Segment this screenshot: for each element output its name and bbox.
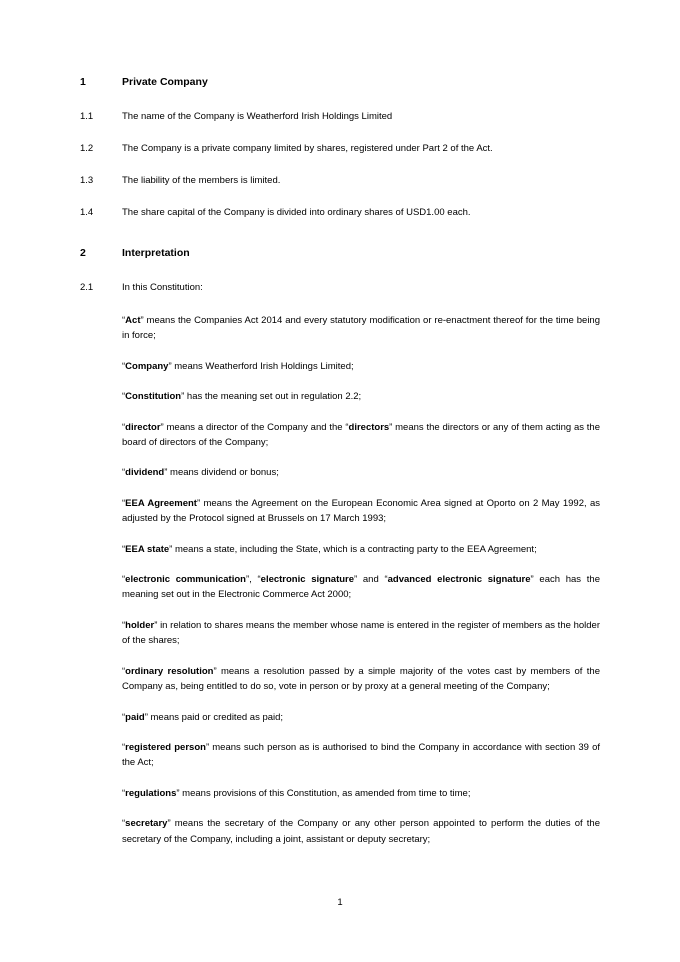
clause-1-1	[80, 109, 600, 124]
section-heading-1	[80, 75, 600, 90]
definition-constitution: “Constitution” has the meaning set out in regulation 2.2;	[122, 391, 362, 403]
definition-ordinary-resolution: “ordinary resolution” means a resolution passed by a simple majority of the votes cast by members of the Company as, being entitled to do so, vote in person or by proxy at a general meeting of the Company;	[122, 665, 600, 693]
clause-number: 1.2	[80, 143, 94, 154]
page-number: 1	[337, 897, 343, 908]
clause-1-4	[80, 205, 600, 220]
clause-number: 2.1	[80, 282, 94, 293]
definition-paid: “paid” means paid or credited as paid;	[122, 711, 284, 723]
clause-text: The share capital of the Company is divided into ordinary shares of USD1.00 each.	[122, 207, 471, 218]
definition-director: “director” means a director of the Company and the “directors” means the directors or any of them acting as the board of directors of the Company;	[122, 421, 601, 449]
section-title: Interpretation	[122, 247, 190, 259]
section-number: 2	[80, 247, 86, 259]
document-body	[80, 75, 600, 847]
definition-dividend: “dividend” means dividend or bonus;	[122, 467, 279, 479]
definition-regulations: “regulations” means provisions of this Constitution, as amended from time to time;	[122, 787, 471, 799]
clause-text: The liability of the members is limited.	[122, 175, 281, 186]
clause-number: 1.1	[80, 111, 94, 122]
clause-text: The name of the Company is Weatherford Irish Holdings Limited	[122, 111, 393, 122]
clause-1-3	[80, 173, 600, 188]
definitions-list	[122, 313, 600, 847]
definition-act: “Act” means the Companies Act 2014 and every statutory modification or re-enactment thereof for the time being in force;	[122, 315, 600, 342]
definition-eea-agreement: “EEA Agreement” means the Agreement on the European Economic Area signed at Oporto on 2 May 1992, as adjusted by the Protocol signed at Brussels on 17 March 1993;	[122, 497, 600, 525]
clause-number: 1.4	[80, 207, 94, 218]
clause-text: The Company is a private company limited by shares, registered under Part 2 of the Act.	[122, 143, 493, 154]
clause-2-1	[80, 280, 600, 295]
section-heading-2	[80, 246, 600, 261]
section-number: 1	[80, 76, 86, 88]
definition-secretary: “secretary” means the secretary of the Company or any other person appointed to perform the duties of the secretary of the Company, including a joint, assistant or deputy secretary;	[122, 818, 600, 845]
clause-text: In this Constitution:	[122, 282, 203, 293]
definition-electronic-communication: “electronic communication”, “electronic signature” and “advanced electronic signature” each has the meaning set out in the Electronic Commerce Act 2000;	[122, 574, 600, 601]
definition-eea-state: “EEA state” means a state, including the State, which is a contracting party to the EEA Agreement;	[122, 543, 537, 555]
definition-company: “Company” means Weatherford Irish Holdings Limited;	[122, 360, 354, 372]
page-footer	[0, 897, 680, 908]
definition-holder: “holder” in relation to shares means the member whose name is entered in the register of members as the holder of the shares;	[122, 619, 600, 647]
definition-registered-person: “registered person” means such person as is authorised to bind the Company in accordance with section 39 of the Act;	[122, 741, 601, 769]
clause-number: 1.3	[80, 175, 94, 186]
section-title: Private Company	[122, 76, 208, 88]
clause-1-2	[80, 141, 600, 156]
